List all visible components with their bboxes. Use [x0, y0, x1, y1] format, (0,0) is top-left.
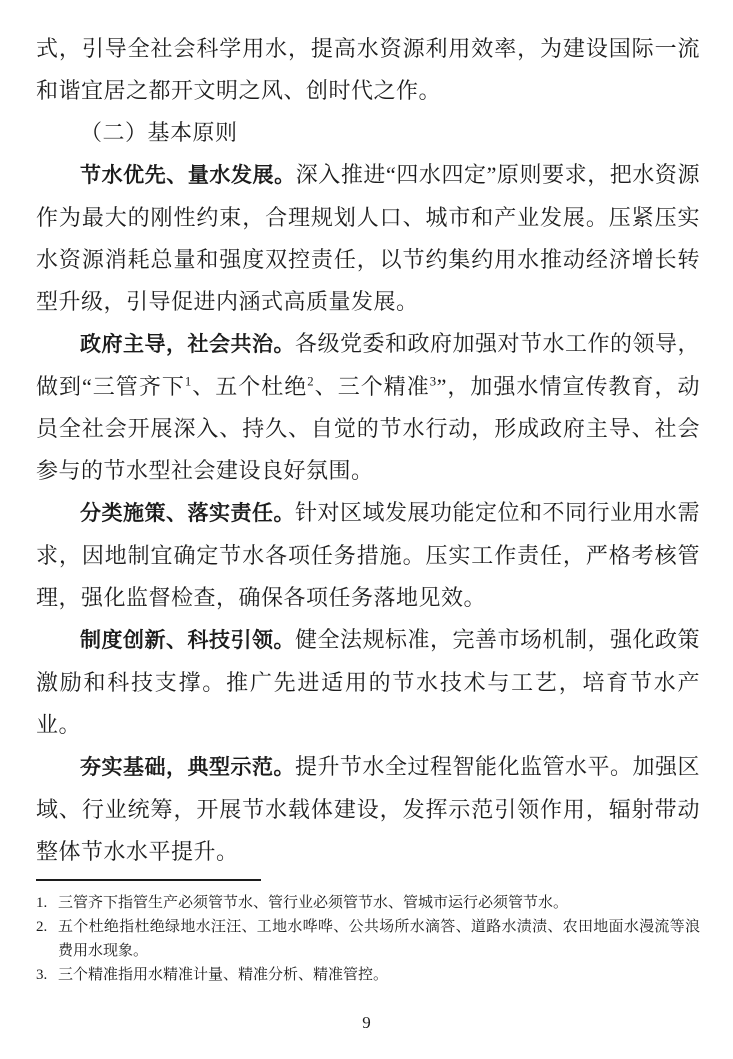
- paragraph-lead-bold: 分类施策、落实责任。: [80, 502, 295, 525]
- footnote-text: 五个杜绝指杜绝绿地水汪汪、工地水哗哗、公共场所水滴答、道路水渍渍、农田地面水漫流等浪费用水现象。: [58, 919, 700, 959]
- paragraph-principle-4: [36, 619, 700, 746]
- paragraph-lead-bold: 节水优先、量水发展。: [80, 164, 296, 187]
- paragraph-lead-bold: 政府主导，社会共治。: [80, 333, 295, 356]
- paragraph-lead-bold: 制度创新、科技引领。: [80, 629, 295, 652]
- footnote-item: [36, 915, 700, 963]
- footnote-marker: 1.: [36, 895, 48, 911]
- paragraph-principle-5: [36, 746, 700, 873]
- paragraph-text: （二）基本原则: [80, 120, 238, 145]
- footnote-text: 三管齐下指管生产必须管节水、管行业必须管节水、管城市运行必须管节水。: [58, 895, 569, 911]
- footnotes-section: [36, 891, 700, 987]
- footnote-separator: [36, 879, 261, 881]
- paragraph-text: 、三个精准: [314, 374, 430, 399]
- paragraph-text: 针对区域发展功能定位和不同行业用水需求，因地制宜确定节水各项任务措施。压实工作责任，严格考核管理，强化监督检查，确保各项任务落地见效。: [36, 500, 701, 610]
- footnote-marker: 2.: [36, 919, 48, 935]
- footnote-text: 三个精准指用水精准计量、精准分析、精准管控。: [58, 967, 389, 983]
- paragraph-text: 式，引导全社会科学用水，提高水资源利用效率，为建设国际一流和谐宜居之都开文明之风、创时代之作。: [36, 36, 700, 103]
- paragraph-principle-2: [36, 323, 700, 492]
- paragraph-lead-bold: 夯实基础，典型示范。: [80, 756, 295, 779]
- footnote-reference: 2: [307, 374, 315, 389]
- paragraph-principle-3: [36, 492, 700, 619]
- paragraph-text: ”，加强水情宣传教育，动员全社会开展深入、持久、自觉的节水行动，形成政府主导、社会参与的节水型社会建设良好氛围。: [36, 374, 701, 483]
- footnote-item: [36, 891, 700, 915]
- footnote-item: [36, 963, 700, 987]
- footnote-reference: 3: [429, 374, 437, 389]
- document-body: [36, 28, 700, 873]
- paragraph-text: 深入推进“四水四定”原则要求，把水资源作为最大的刚性约束，合理规划人口、城市和产业发展。压紧压实水资源消耗总量和强度双控责任，以节约集约用水推动经济增长转型升级，引导促进内涵式高质量发展。: [36, 162, 700, 314]
- page-number: 9: [362, 1013, 371, 1032]
- paragraph-intro-continuation: [36, 28, 700, 112]
- paragraph-principle-1: [36, 154, 700, 323]
- paragraph-text: 健全法规标准，完善市场机制，强化政策激励和科技支撑。推广先进适用的节水技术与工艺，培育节水产业。: [36, 627, 701, 737]
- paragraph-text: 各级党委和政府加强对节水工作的领导，做到“三管齐下: [36, 331, 701, 399]
- paragraph-text: 提升节水全过程智能化监管水平。加强区域、行业统筹，开展节水载体建设，发挥示范引领作用，辐射带动整体节水水平提升。: [36, 754, 701, 864]
- footnote-marker: 3.: [36, 967, 48, 983]
- paragraph-text: 、五个杜绝: [191, 374, 308, 399]
- footnote-reference: 1: [184, 374, 192, 389]
- section-heading-basic-principles: [36, 112, 700, 154]
